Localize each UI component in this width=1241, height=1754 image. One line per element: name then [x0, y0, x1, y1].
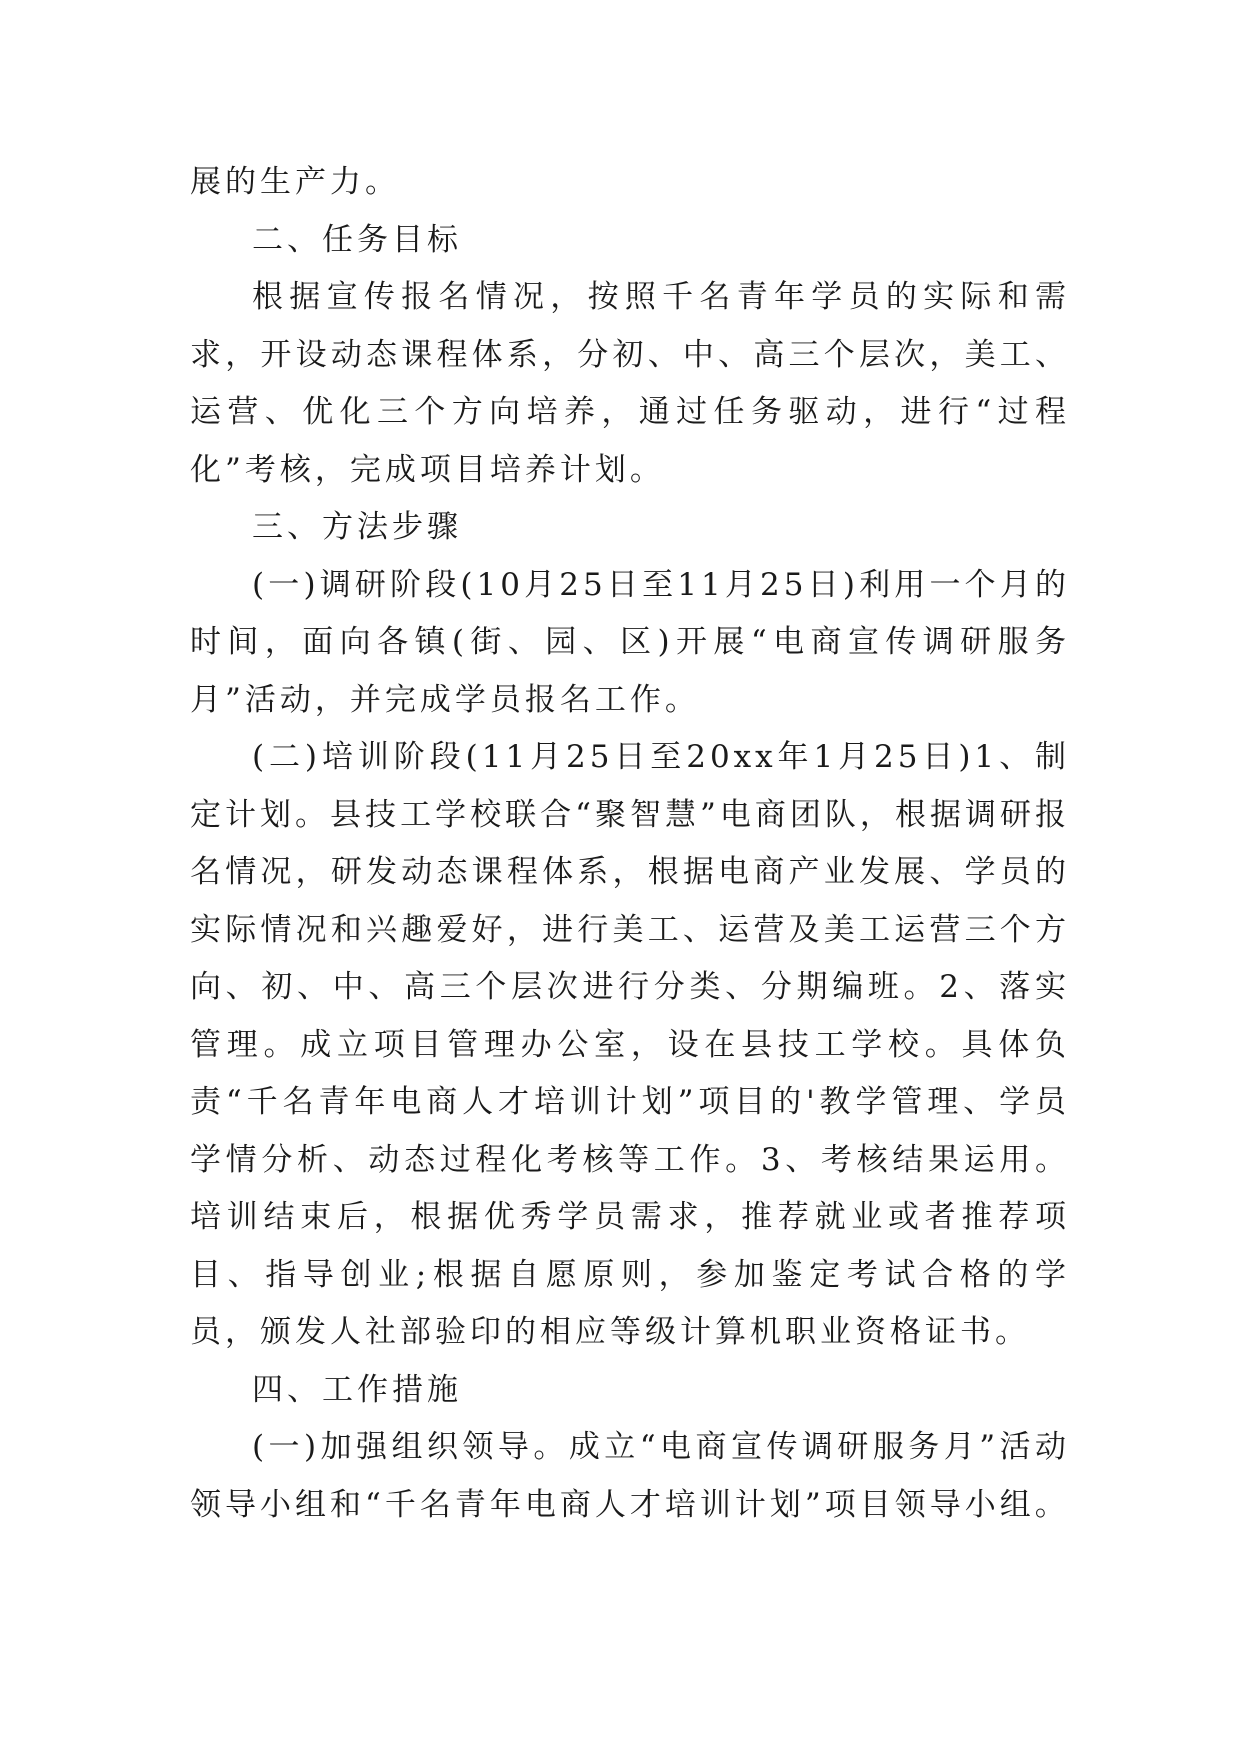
- heading-task-goals: 二、任务目标: [252, 221, 462, 258]
- paragraph-organization-leadership: (一)加强组织领导。成立“电商宣传调研服务月”活动领导小组和“千名青年电商人才培训计划”项目领导小组。: [190, 1429, 1070, 1523]
- document-body: [190, 154, 1070, 1534]
- paragraph-research-stage: (一)调研阶段(10月25日至11月25日)利用一个月的时间，面向各镇(街、园、区)开展“电商宣传调研服务月”活动，并完成学员报名工作。: [190, 566, 1070, 718]
- paragraph-task-goals: 根据宣传报名情况，按照千名青年学员的实际和需求，开设动态课程体系，分初、中、高三个层次，美工、运营、优化三个方向培养，通过任务驱动，进行“过程化”考核，完成项目培养计划。: [190, 279, 1070, 488]
- heading-work-measures: 四、工作措施: [252, 1371, 462, 1408]
- heading-method-steps: 三、方法步骤: [252, 509, 462, 545]
- paragraph-continuation: 展的生产力。: [190, 164, 400, 200]
- paragraph-training-stage: (二)培训阶段(11月25日至20xx年1月25日)1、制定计划。县技工学校联合“聚智慧”电商团队，根据调研报名情况，研发动态课程体系，根据电商产业发展、学员的实际情况和兴趣爱好，进行美工、运营及美工运营三个方向、初、中、高三个层次进行分类、分期编班。2、落实管理。成立项目管理办公室，设在县技工学校。具体负责“千名青年电商人才培训计划”项目的'教学管理、学员学情分析、动态过程化考核等工作。3、考核结果运用。培训结束后，根据优秀学员需求，推荐就业或者推荐项目、指导创业;根据自愿原则，参加鉴定考试合格的学员，颁发人社部验印的相应等级计算机职业资格证书。: [190, 739, 1070, 1350]
